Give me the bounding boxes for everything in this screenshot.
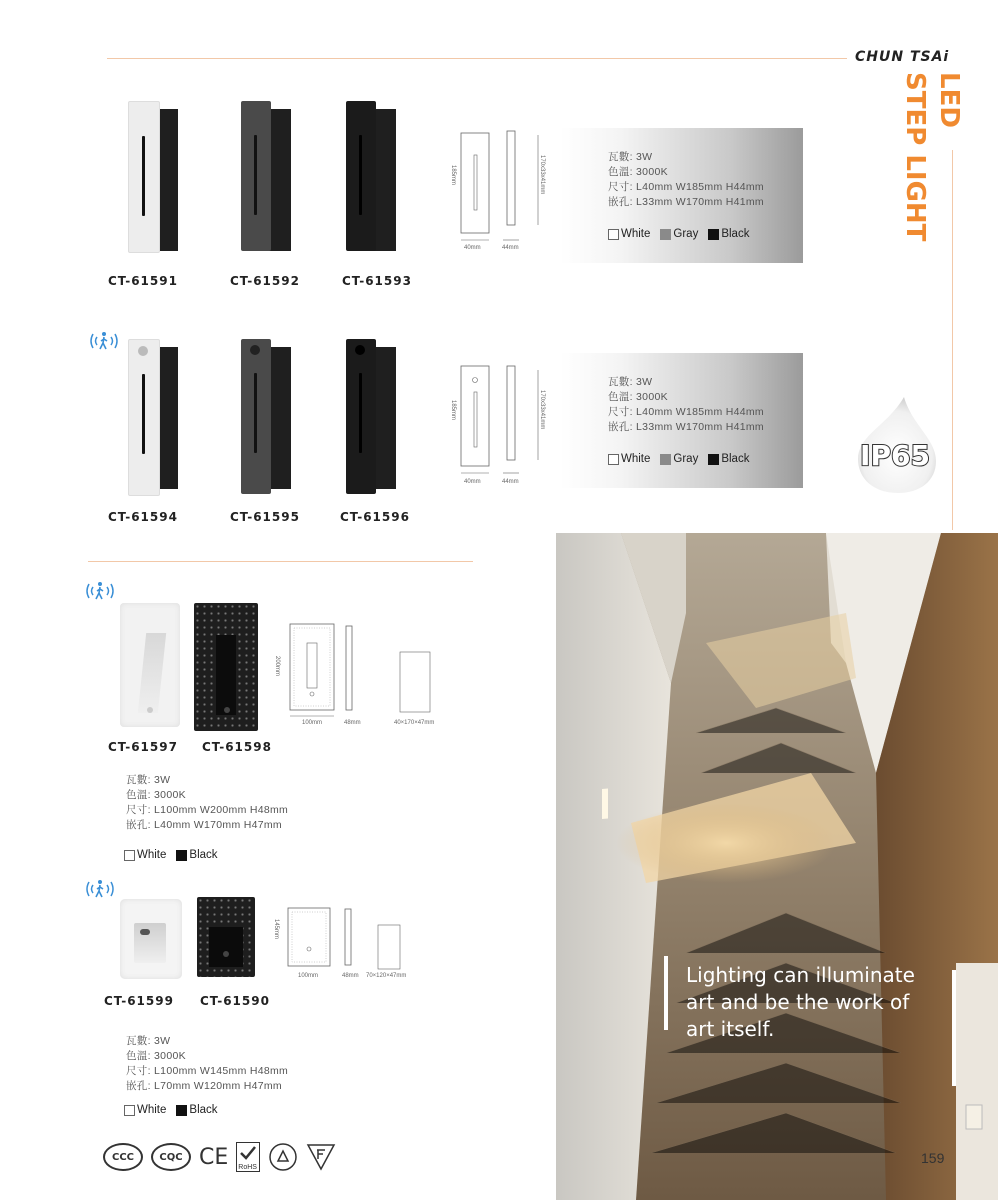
product-code: CT-61599 <box>104 994 174 1008</box>
color-label: Black <box>189 849 218 861</box>
spec-wattage: 瓦數: 3W <box>126 774 171 786</box>
dim-cutout: 170x33x41mm <box>539 155 545 195</box>
dim-depth: 44mm <box>502 479 519 485</box>
dimension-drawing <box>445 360 555 490</box>
color-label: White <box>137 849 167 861</box>
page-title <box>900 72 964 272</box>
dim-width: 40mm <box>464 479 481 485</box>
white-swatch-icon <box>124 1105 135 1116</box>
dim-width: 100mm <box>298 973 319 979</box>
spec-wattage: 瓦數: 3W <box>608 376 653 388</box>
spec-cutout: 嵌孔: L40mm W170mm H47mm <box>126 819 282 831</box>
page-number: 159 <box>921 1150 945 1166</box>
quote-line: art and be the work of <box>686 990 910 1014</box>
mid-rule <box>88 561 473 562</box>
white-swatch-icon <box>124 850 135 861</box>
dim-height: 185mm <box>450 400 456 421</box>
cqc-icon: CQC <box>151 1143 191 1171</box>
gray-swatch-icon <box>660 454 671 465</box>
product-code: CT-61594 <box>108 510 178 524</box>
certification-row <box>103 1142 336 1172</box>
hallway-illustration <box>556 533 998 1200</box>
spec-block <box>126 773 288 833</box>
color-label: Gray <box>673 228 699 240</box>
dim-height: 200mm <box>274 656 280 677</box>
fixture-black-sensor <box>346 339 398 494</box>
product-code: CT-61597 <box>108 740 178 754</box>
spec-cutout: 嵌孔: L33mm W170mm H41mm <box>608 196 764 208</box>
gray-swatch-icon <box>660 229 671 240</box>
spec-block <box>126 1034 288 1094</box>
spec-panel <box>560 128 803 263</box>
fixture-square-black <box>197 897 255 977</box>
spec-wattage: 瓦數: 3W <box>126 1035 171 1047</box>
product-code: CT-61598 <box>202 740 272 754</box>
color-label: White <box>621 228 651 240</box>
color-label: Black <box>721 228 750 240</box>
dim-height: 145mm <box>273 919 279 940</box>
product-code: CT-61591 <box>108 274 178 288</box>
product-code: CT-61593 <box>342 274 412 288</box>
color-label: White <box>137 1104 167 1116</box>
black-swatch-icon <box>708 454 719 465</box>
spec-color-temp: 色溫: 3000K <box>126 1050 186 1062</box>
black-swatch-icon <box>176 850 187 861</box>
brand-name: CHUN TSAi <box>855 49 950 65</box>
fixture-white-sensor <box>128 339 180 494</box>
recycle-icon <box>268 1142 298 1172</box>
motion-sensor-icon <box>84 580 116 602</box>
dim-width: 40mm <box>464 245 481 251</box>
color-label: Gray <box>673 453 699 465</box>
fixture-white <box>128 101 180 251</box>
color-options <box>608 228 749 240</box>
dim-cutout: 70×120×47mm <box>366 973 407 979</box>
rohs-icon <box>236 1142 260 1172</box>
title-step-light: STEP LIGHT <box>900 72 930 242</box>
dim-cutout: 40×170×47mm <box>394 720 435 726</box>
fixture-square-white <box>120 603 180 727</box>
dim-height: 185mm <box>450 165 456 186</box>
photo-quote <box>686 962 915 1043</box>
product-code: CT-61595 <box>230 510 300 524</box>
dimension-drawing <box>272 903 447 983</box>
spec-size: 尺寸: L100mm W200mm H48mm <box>126 804 289 816</box>
dim-depth: 48mm <box>344 720 361 726</box>
color-options <box>124 1104 218 1116</box>
spec-color-temp: 色溫: 3000K <box>608 166 668 178</box>
dim-depth: 44mm <box>502 245 519 251</box>
color-options <box>124 849 218 861</box>
fixture-gray-sensor <box>241 339 293 494</box>
product-code: CT-61592 <box>230 274 300 288</box>
spec-color-temp: 色溫: 3000K <box>608 391 668 403</box>
hallway-photo <box>556 533 998 1200</box>
color-label: White <box>621 453 651 465</box>
dim-width: 100mm <box>302 720 323 726</box>
fixture-black <box>346 101 398 251</box>
spec-wattage: 瓦數: 3W <box>608 151 653 163</box>
color-label: Black <box>721 453 750 465</box>
spec-size: 尺寸: L40mm W185mm H44mm <box>608 406 764 418</box>
motion-sensor-icon <box>88 330 120 352</box>
title-led: LED <box>934 72 964 128</box>
white-swatch-icon <box>608 454 619 465</box>
dim-cutout: 170x33x41mm <box>539 390 545 430</box>
ip65-badge <box>852 395 938 495</box>
spec-size: 尺寸: L40mm W185mm H44mm <box>608 181 764 193</box>
color-label: Black <box>189 1104 218 1116</box>
quote-line: art itself. <box>686 1017 775 1041</box>
dimension-drawing <box>445 125 555 255</box>
ccc-icon: CCC <box>103 1143 143 1171</box>
rohs-label: RoHS <box>238 1164 257 1171</box>
fixture-gray <box>241 101 293 251</box>
spec-cutout: 嵌孔: L70mm W120mm H47mm <box>126 1080 282 1092</box>
spec-color-temp: 色溫: 3000K <box>126 789 186 801</box>
product-code: CT-61596 <box>340 510 410 524</box>
spec-panel <box>560 353 803 488</box>
product-code: CT-61590 <box>200 994 270 1008</box>
f-mark-icon <box>306 1143 336 1171</box>
dimension-drawing <box>270 618 445 728</box>
ip65-label: IP65 <box>860 439 930 472</box>
spec-size: 尺寸: L100mm W145mm H48mm <box>126 1065 289 1077</box>
fixture-square-black <box>194 603 258 731</box>
motion-sensor-icon <box>84 878 116 900</box>
fixture-square-white <box>120 899 182 979</box>
top-rule <box>107 58 847 59</box>
white-swatch-icon <box>608 229 619 240</box>
spec-cutout: 嵌孔: L33mm W170mm H41mm <box>608 421 764 433</box>
black-swatch-icon <box>176 1105 187 1116</box>
black-swatch-icon <box>708 229 719 240</box>
ce-icon: CE <box>199 1144 229 1170</box>
dim-depth: 48mm <box>342 973 359 979</box>
quote-line: Lighting can illuminate <box>686 963 915 987</box>
color-options <box>608 453 749 465</box>
